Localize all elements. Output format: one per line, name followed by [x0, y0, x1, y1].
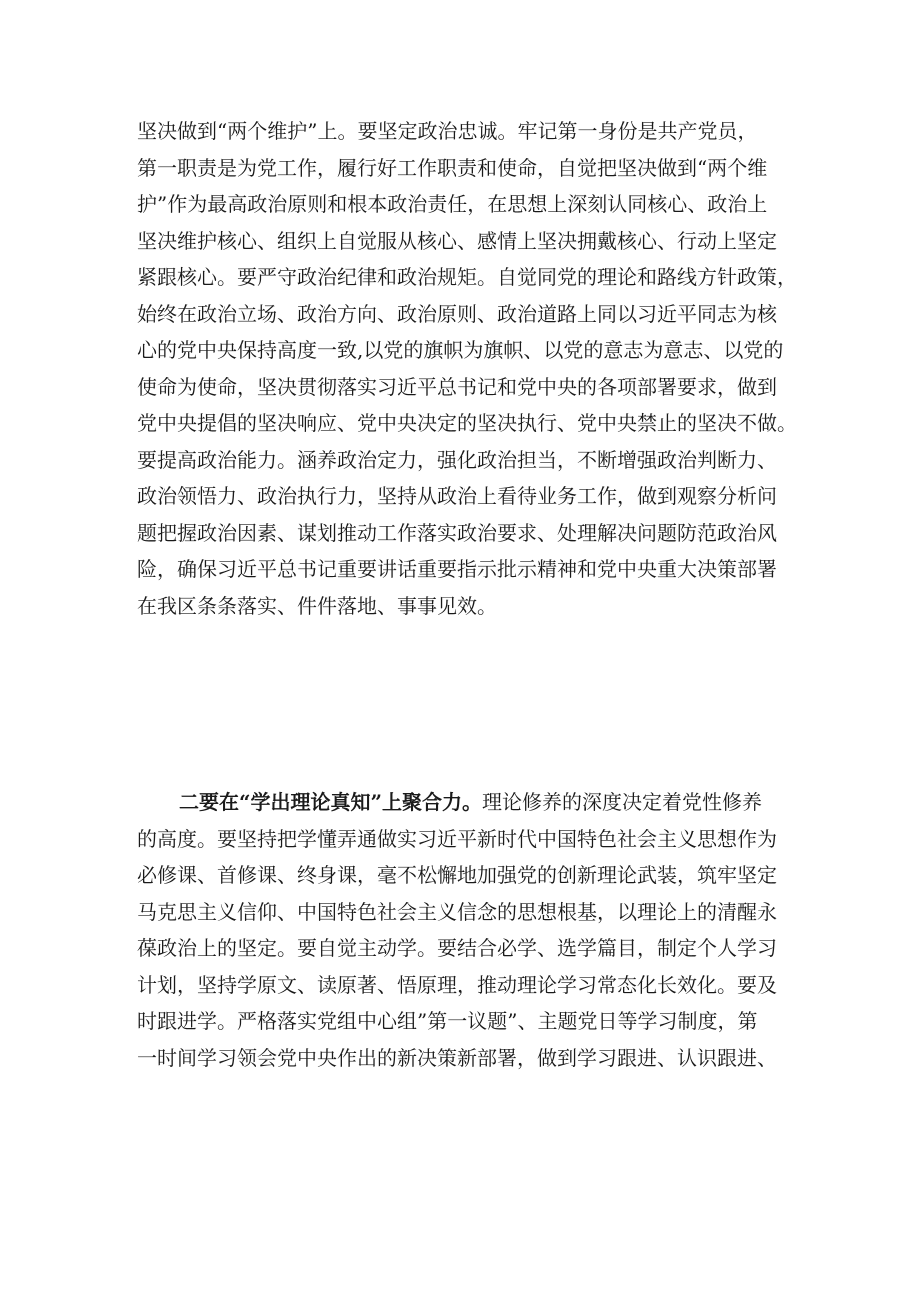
text-line: 心的党中央保持高度一致,以党的旗帜为旗帜、以党的意志为意志、以党的	[137, 338, 784, 362]
text-line: 一时间学习领会党中央作出的新决策新部署，做到学习跟进、认识跟进、	[137, 1045, 777, 1070]
text-line: 党中央提倡的坚决响应、党中央决定的坚决执行、党中央禁止的坚决不做。	[137, 411, 797, 435]
text-line: 坚决做到“两个维护”上。要坚定政治忠诚。牢记第一身份是共产党员，	[137, 119, 758, 143]
text-line: 险，确保习近平总书记重要讲话重要指示批示精神和党中央重大决策部署	[137, 557, 777, 581]
text-line: 要提高政治能力。涵养政治定力，强化政治担当，不断增强政治判断力、	[137, 447, 777, 472]
text-line: 始终在政治立场、政治方向、政治原则、政治道路上同以习近平同志为核	[137, 301, 777, 326]
text-line: 必修课、首修课、终身课，毫不松懈地加强党的创新理论武装，筑牢坚定	[137, 863, 777, 887]
text-line: 第一职责是为党工作，履行好工作职责和使命，自觉把坚决做到“两个维	[137, 155, 768, 180]
section-heading: 二要在“学出理论真知”上聚合力。	[179, 790, 483, 814]
text-line: 马克思主义信仰、中国特色社会主义信念的思想根基，以理论上的清醒永	[137, 899, 777, 924]
text-line: 的高度。要坚持把学懂弄通做实习近平新时代中国特色社会主义思想作为	[137, 826, 777, 851]
text-segment: 理论修养的深度决定着党性修养	[482, 790, 763, 814]
text-line: 坚决维护核心、组织上自觉服从核心、感情上坚决拥戴核心、行动上坚定	[137, 228, 777, 253]
text-line: 使命为使命，坚决贯彻落实习近平总书记和党中央的各项部署要求，做到	[137, 374, 777, 399]
paragraph-theory-study	[137, 784, 797, 1076]
text-line: 护”作为最高政治原则和根本政治责任，在思想上深刻认同核心、政治上	[137, 192, 768, 216]
paragraph-first-line	[137, 784, 797, 821]
text-line: 政治领悟力、政治执行力，坚持从政治上看待业务工作，做到观察分析问	[137, 484, 777, 508]
text-line: 葆政治上的坚定。要自觉主动学。要结合必学、选学篇目，制定个人学习	[137, 936, 777, 960]
text-line: 计划，坚持学原文、读原著、悟原理，推动理论学习常态化长效化。要及	[137, 972, 777, 997]
text-line: 时跟进学。严格落实党组中心组”第一议题”、主题党日等学习制度，第	[137, 1009, 758, 1033]
text-line: 紧跟核心。要严守政治纪律和政治规矩。自觉同党的理论和路线方针政策，	[137, 265, 797, 289]
text-line: 题把握政治因素、谋划推动工作落实政治要求、处理解决问题防范政治风	[137, 520, 777, 545]
paragraph-political-loyalty	[137, 113, 797, 624]
text-line: 在我区条条落实、件件落地、事事见效。	[137, 593, 497, 618]
